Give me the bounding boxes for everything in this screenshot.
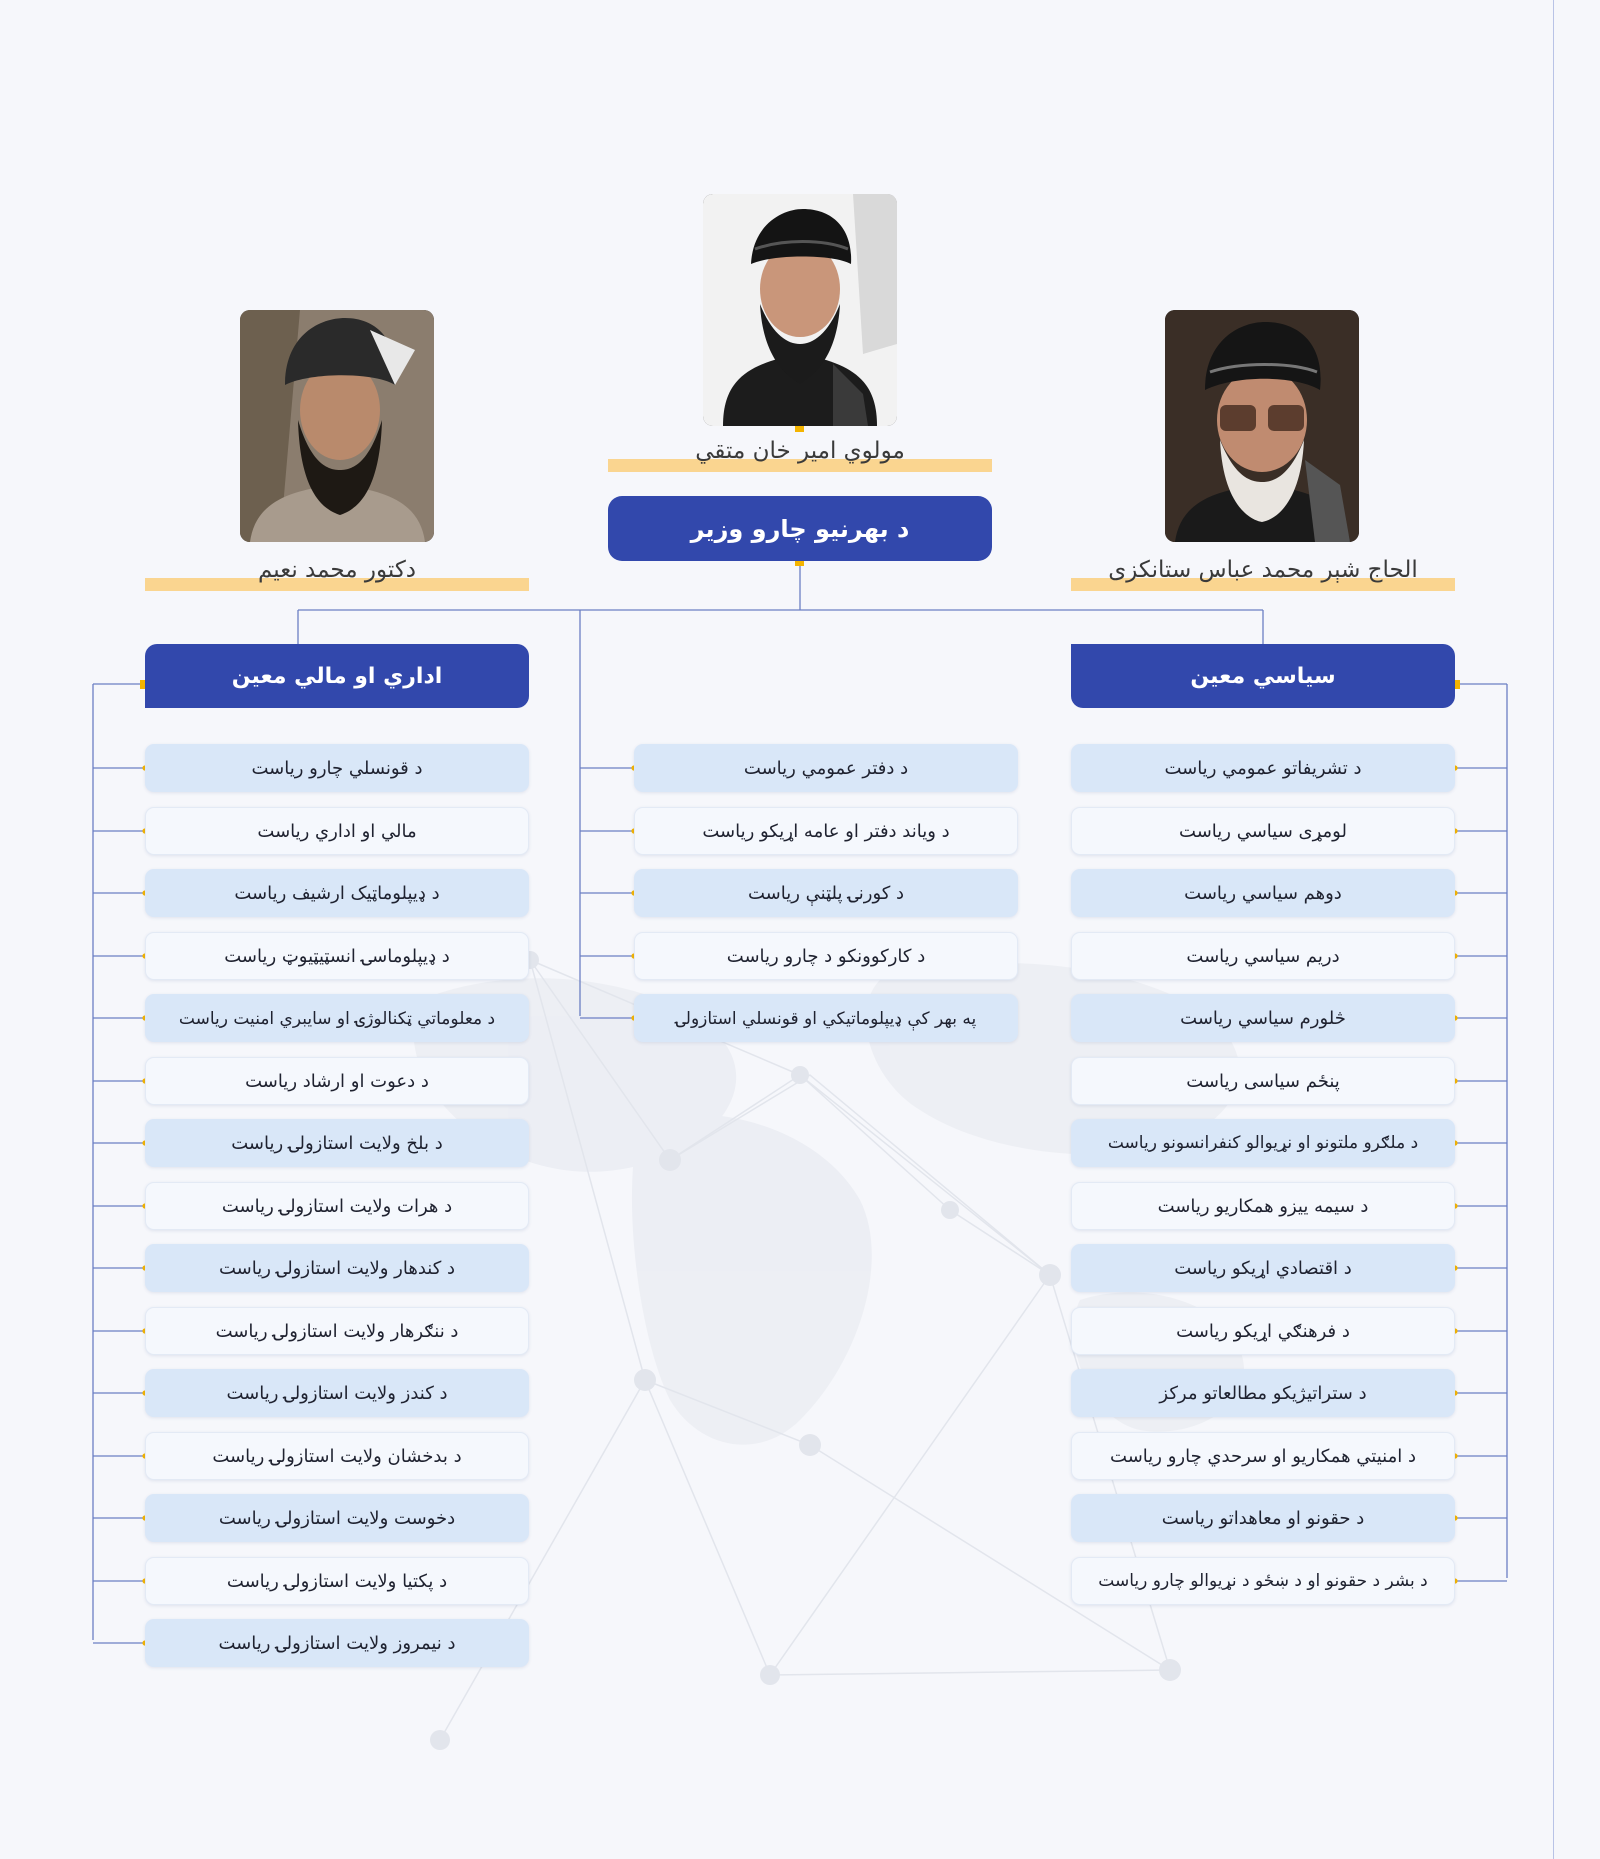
political-deputy-title: سياسي معين bbox=[1190, 663, 1336, 689]
political-department-item: د حقونو او معاهداتو رياست bbox=[1071, 1494, 1455, 1542]
political-department-item: د ملګرو ملتونو او نړيوالو کنفرانسونو رياست bbox=[1071, 1119, 1455, 1167]
political-department-item: د بشر د حقونو او د ښځو د نړيوالو چارو رياست bbox=[1071, 1557, 1455, 1605]
political-department-item: پنځم سياسی رياست bbox=[1071, 1057, 1455, 1105]
minister-office-department-item: په بهر کې ډيپلوماتيکي او قونسلي استازولۍ bbox=[634, 994, 1018, 1042]
right-deputy-photo bbox=[1165, 310, 1359, 542]
admin-finance-department-item: د پکتيا ولايت استازولۍ رياست bbox=[145, 1557, 529, 1605]
political-department-item: څلورم سياسي رياست bbox=[1071, 994, 1455, 1042]
admin-finance-department-item: د ننګرهار ولايت استازولۍ رياست bbox=[145, 1307, 529, 1355]
right-deputy-name-text: الحاج شېر محمد عباس ستانکزی bbox=[1108, 557, 1418, 583]
admin-finance-deputy-title: اداري او مالي معين bbox=[231, 663, 443, 689]
political-department-item: د تشريفاتو عمومي رياست bbox=[1071, 744, 1455, 792]
admin-finance-department-item: د بلخ ولايت استازولۍ رياست bbox=[145, 1119, 529, 1167]
admin-finance-department-item: دخوست ولايت استازولۍ رياست bbox=[145, 1494, 529, 1542]
minister-title-box bbox=[608, 496, 992, 561]
admin-finance-department-item: د کندز ولايت استازولۍ رياست bbox=[145, 1369, 529, 1417]
political-department-item: لومړی سياسي رياست bbox=[1071, 807, 1455, 855]
admin-finance-department-item: د ډيپلوماسۍ انسټيټيوټ رياست bbox=[145, 932, 529, 980]
minister-title: د بهرنيو چارو وزير bbox=[690, 514, 910, 543]
admin-finance-department-item: د دعوت او ارشاد رياست bbox=[145, 1057, 529, 1105]
minister-office-department-item: د دفتر عمومي رياست bbox=[634, 744, 1018, 792]
minister-name bbox=[608, 438, 992, 472]
admin-finance-department-item: د کندهار ولايت استازولۍ رياست bbox=[145, 1244, 529, 1292]
minister-office-department-item: د کورنۍ پلټنې رياست bbox=[634, 869, 1018, 917]
minister-name-text: مولوي امير خان متقي bbox=[695, 438, 905, 464]
admin-finance-department-item: د هرات ولايت استازولۍ رياست bbox=[145, 1182, 529, 1230]
admin-finance-department-item: د قونسلي چارو رياست bbox=[145, 744, 529, 792]
political-department-item: د ستراتيژيکو مطالعاتو مرکز bbox=[1071, 1369, 1455, 1417]
political-department-item: د فرهنګي اړيکو رياست bbox=[1071, 1307, 1455, 1355]
right-edge-line bbox=[1553, 0, 1554, 1859]
right-deputy-name bbox=[1071, 557, 1455, 591]
admin-finance-department-item: د نيمروز ولايت استازولۍ رياست bbox=[145, 1619, 529, 1667]
admin-finance-department-item: د ډيپلوماټيک ارشيف رياست bbox=[145, 869, 529, 917]
minister-office-department-item: د ویاند دفتر او عامه اړیکو رياست bbox=[634, 807, 1018, 855]
political-deputy-box bbox=[1071, 644, 1455, 708]
political-department-item: د اقتصادي اړيکو رياست bbox=[1071, 1244, 1455, 1292]
admin-finance-department-item: د معلوماتي ټکنالوژۍ او سايبري امنيت رياست bbox=[145, 994, 529, 1042]
admin-finance-deputy-box bbox=[145, 644, 529, 708]
admin-finance-department-item: د بدخشان ولايت استازولۍ رياست bbox=[145, 1432, 529, 1480]
portrait-icon bbox=[1165, 310, 1359, 542]
political-department-item: د امنيتي همکاريو او سرحدي چارو رياست bbox=[1071, 1432, 1455, 1480]
political-department-item: دوهم سياسي رياست bbox=[1071, 869, 1455, 917]
portrait-icon bbox=[703, 194, 897, 426]
admin-finance-department-item: مالي او اداري رياست bbox=[145, 807, 529, 855]
portrait-icon bbox=[240, 310, 434, 542]
left-deputy-photo bbox=[240, 310, 434, 542]
minister-office-department-item: د کارکوونکو د چارو رياست bbox=[634, 932, 1018, 980]
left-deputy-name bbox=[145, 557, 529, 591]
political-department-item: د سيمه ييزو همکاريو رياست bbox=[1071, 1182, 1455, 1230]
political-department-item: دريم سياسي رياست bbox=[1071, 932, 1455, 980]
minister-photo bbox=[703, 194, 897, 426]
left-deputy-name-text: دکتور محمد نعيم bbox=[257, 557, 417, 583]
